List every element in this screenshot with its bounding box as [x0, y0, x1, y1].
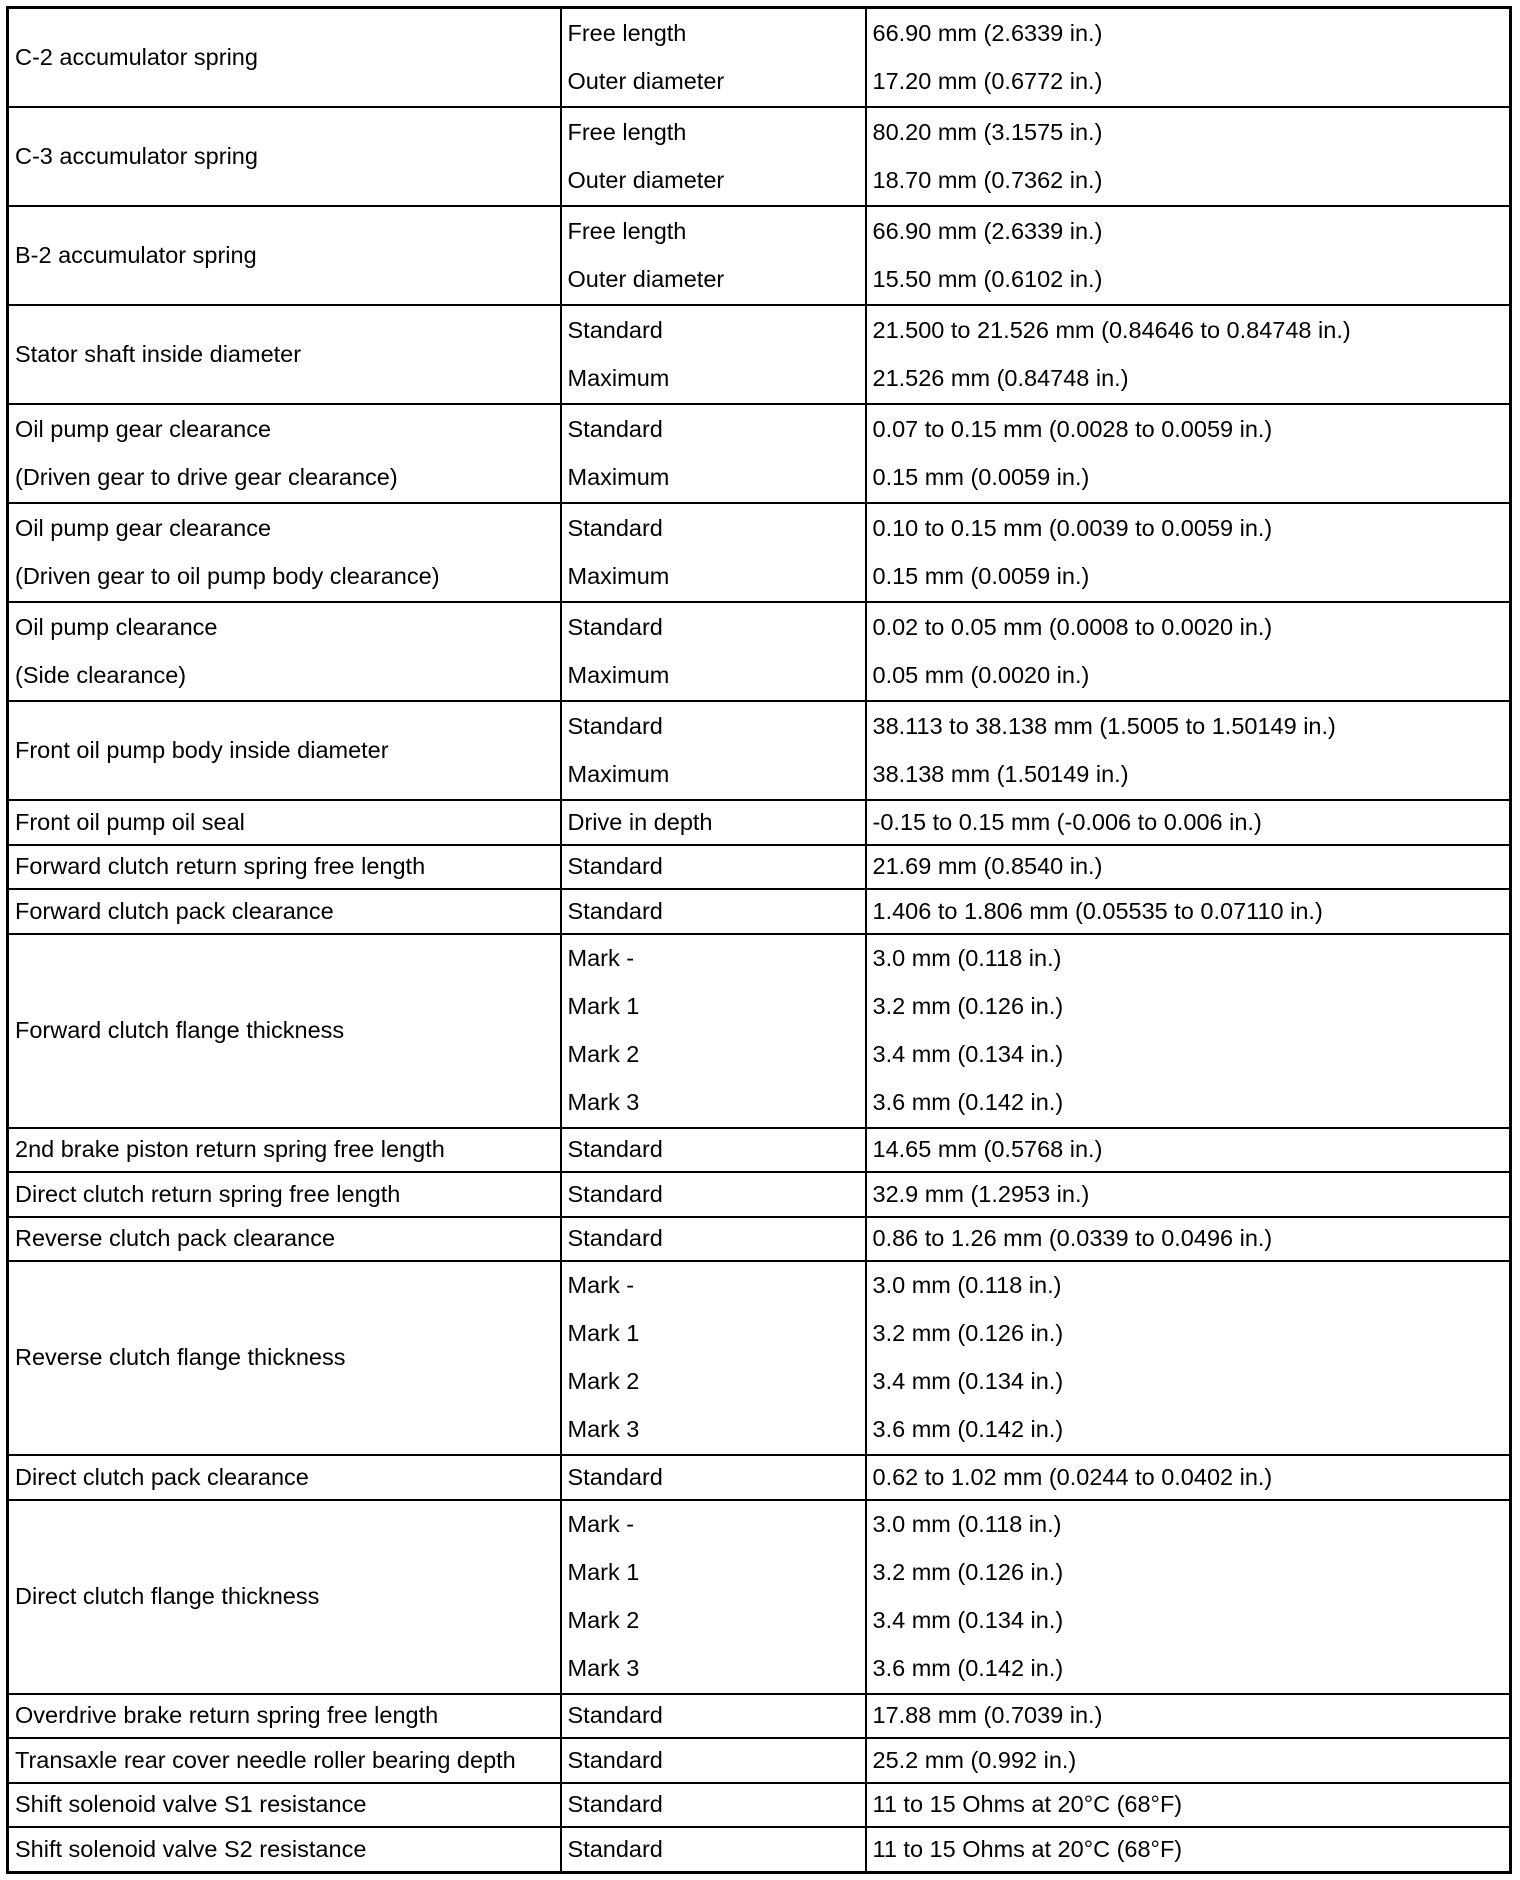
spec-value: 3.0 mm (0.118 in.): [872, 1510, 1062, 1537]
spec-value: 17.88 mm (0.7039 in.): [872, 1702, 1103, 1728]
value-cell: [866, 1128, 1511, 1173]
item-cell: [8, 8, 561, 108]
spec-value: 0.86 to 1.26 mm (0.0339 to 0.0496 in.): [872, 1225, 1273, 1251]
item-cell: [8, 934, 561, 1128]
spec-value: 3.4 mm (0.134 in.): [872, 1368, 1064, 1395]
spec-value: 3.4 mm (0.134 in.): [872, 1606, 1064, 1633]
condition-label: Mark 2: [567, 1368, 640, 1395]
item-cell: [8, 701, 561, 800]
item-text: Shift solenoid valve S1 resistance: [15, 1791, 367, 1817]
item-cell: [8, 503, 561, 602]
table-row: [8, 1455, 1511, 1500]
item-cell: [8, 602, 561, 701]
condition-cell: [561, 1217, 866, 1262]
condition-label: Standard: [567, 415, 663, 442]
spec-value: 32.9 mm (1.2953 in.): [872, 1180, 1090, 1207]
item-text: Direct clutch return spring free length: [15, 1180, 401, 1207]
item-cell: [8, 1172, 561, 1217]
spec-value: 3.6 mm (0.142 in.): [872, 1654, 1064, 1681]
table-row: [8, 800, 1511, 845]
condition-cell: [561, 701, 866, 800]
table-row: [8, 305, 1511, 404]
condition-cell: [561, 1261, 866, 1455]
value-cell: [866, 305, 1511, 404]
spec-value: 80.20 mm (3.1575 in.): [872, 118, 1103, 145]
condition-cell: [561, 602, 866, 701]
spec-value: 0.05 mm (0.0020 in.): [872, 662, 1090, 688]
condition-label: Standard: [567, 1702, 663, 1728]
condition-label: Mark 3: [567, 1416, 640, 1443]
condition-label: Maximum: [567, 662, 670, 688]
item-cell: [8, 1783, 561, 1828]
condition-label: Mark -: [567, 944, 635, 971]
value-cell: [866, 503, 1511, 602]
condition-cell: [561, 1783, 866, 1828]
condition-label: Standard: [567, 613, 663, 640]
spec-table-body: [8, 8, 1511, 1873]
item-text: Forward clutch return spring free length: [15, 853, 426, 879]
spec-value: 0.62 to 1.02 mm (0.0244 to 0.0402 in.): [872, 1463, 1273, 1490]
spec-value: 3.2 mm (0.126 in.): [872, 992, 1064, 1019]
condition-label: Standard: [567, 1225, 663, 1251]
condition-cell: [561, 1827, 866, 1872]
value-cell: [866, 107, 1511, 206]
item-cell: [8, 1827, 561, 1872]
condition-label: Mark 1: [567, 992, 640, 1019]
item-cell: [8, 1694, 561, 1739]
table-row: [8, 107, 1511, 206]
spec-value: 11 to 15 Ohms at 20°C (68°F): [872, 1791, 1183, 1817]
condition-label: Standard: [567, 1746, 663, 1773]
condition-label: Standard: [567, 1835, 663, 1862]
condition-label: Mark 3: [567, 1654, 640, 1681]
table-row: [8, 1128, 1511, 1173]
spec-value: 0.15 mm (0.0059 in.): [872, 464, 1090, 490]
condition-label: Standard: [567, 316, 663, 343]
item-cell: [8, 107, 561, 206]
condition-label: Drive in depth: [567, 808, 713, 835]
condition-label: Standard: [567, 853, 663, 879]
item-cell: [8, 845, 561, 890]
table-row: [8, 934, 1511, 1128]
spec-value: 25.2 mm (0.992 in.): [872, 1746, 1077, 1773]
table-row: [8, 8, 1511, 108]
item-text: Overdrive brake return spring free length: [15, 1702, 439, 1728]
condition-cell: [561, 800, 866, 845]
condition-cell: [561, 934, 866, 1128]
item-cell: [8, 1217, 561, 1262]
spec-value: 3.2 mm (0.126 in.): [872, 1320, 1064, 1347]
item-text: C-3 accumulator spring: [15, 142, 258, 169]
table-row: [8, 889, 1511, 934]
item-text: Front oil pump oil seal: [15, 808, 245, 835]
spec-value: 14.65 mm (0.5768 in.): [872, 1136, 1103, 1162]
item-cell: [8, 889, 561, 934]
table-row: [8, 602, 1511, 701]
spec-value: 66.90 mm (2.6339 in.): [872, 19, 1103, 46]
item-text: Oil pump gear clearance: [15, 514, 272, 541]
spec-value: 3.6 mm (0.142 in.): [872, 1088, 1064, 1115]
item-cell: [8, 800, 561, 845]
condition-cell: [561, 305, 866, 404]
spec-value: 18.70 mm (0.7362 in.): [872, 167, 1103, 193]
spec-value: 21.69 mm (0.8540 in.): [872, 853, 1103, 879]
table-row: [8, 1738, 1511, 1783]
condition-label: Maximum: [567, 563, 670, 589]
condition-label: Mark 2: [567, 1606, 640, 1633]
spec-value: 38.113 to 38.138 mm (1.5005 to 1.50149 in.): [872, 712, 1336, 739]
spec-value: 21.526 mm (0.84748 in.): [872, 365, 1129, 391]
value-cell: [866, 206, 1511, 305]
spec-value: 3.0 mm (0.118 in.): [872, 1272, 1062, 1299]
spec-value: 3.2 mm (0.126 in.): [872, 1558, 1064, 1585]
specification-table: [6, 6, 1512, 1874]
condition-label: Mark -: [567, 1272, 635, 1299]
condition-cell: [561, 1455, 866, 1500]
condition-label: Mark 3: [567, 1088, 640, 1115]
item-cell: [8, 1500, 561, 1694]
condition-label: Standard: [567, 1463, 663, 1490]
spec-value: 38.138 mm (1.50149 in.): [872, 761, 1129, 787]
table-row: [8, 206, 1511, 305]
value-cell: [866, 1827, 1511, 1872]
spec-value: 3.0 mm (0.118 in.): [872, 944, 1062, 971]
condition-cell: [561, 8, 866, 108]
table-row: [8, 845, 1511, 890]
table-row: [8, 1827, 1511, 1872]
value-cell: [866, 800, 1511, 845]
item-text: Reverse clutch pack clearance: [15, 1225, 336, 1251]
value-cell: [866, 1455, 1511, 1500]
item-text: Forward clutch flange thickness: [15, 1016, 345, 1043]
item-text: (Driven gear to oil pump body clearance): [15, 563, 440, 589]
condition-cell: [561, 889, 866, 934]
condition-label: Mark -: [567, 1510, 635, 1537]
item-text: Front oil pump body inside diameter: [15, 736, 389, 763]
table-row: [8, 701, 1511, 800]
item-text: Reverse clutch flange thickness: [15, 1344, 346, 1371]
condition-cell: [561, 1738, 866, 1783]
condition-label: Standard: [567, 1180, 663, 1207]
table-row: [8, 1172, 1511, 1217]
table-row: [8, 1261, 1511, 1455]
value-cell: [866, 1500, 1511, 1694]
item-cell: [8, 404, 561, 503]
spec-value: 17.20 mm (0.6772 in.): [872, 68, 1103, 94]
spec-value: 0.10 to 0.15 mm (0.0039 to 0.0059 in.): [872, 514, 1273, 541]
item-text: Direct clutch pack clearance: [15, 1463, 309, 1490]
item-text: Transaxle rear cover needle roller bearing depth: [15, 1746, 516, 1773]
condition-label: Free length: [567, 19, 687, 46]
value-cell: [866, 1783, 1511, 1828]
table-row: [8, 503, 1511, 602]
table-row: [8, 1694, 1511, 1739]
value-cell: [866, 404, 1511, 503]
condition-label: Standard: [567, 897, 663, 924]
item-text: 2nd brake piston return spring free length: [15, 1136, 445, 1162]
condition-cell: [561, 107, 866, 206]
condition-label: Mark 1: [567, 1320, 640, 1347]
condition-label: Mark 2: [567, 1040, 640, 1067]
value-cell: [866, 1172, 1511, 1217]
value-cell: [866, 1738, 1511, 1783]
spec-value: 1.406 to 1.806 mm (0.05535 to 0.07110 in.): [872, 897, 1323, 924]
spec-value: 0.15 mm (0.0059 in.): [872, 563, 1090, 589]
value-cell: [866, 889, 1511, 934]
item-text: (Driven gear to drive gear clearance): [15, 464, 398, 490]
spec-value: 66.90 mm (2.6339 in.): [872, 217, 1103, 244]
condition-cell: [561, 1500, 866, 1694]
spec-value: 3.4 mm (0.134 in.): [872, 1040, 1064, 1067]
item-text: Shift solenoid valve S2 resistance: [15, 1835, 367, 1862]
item-text: Direct clutch flange thickness: [15, 1582, 320, 1609]
condition-label: Maximum: [567, 365, 670, 391]
condition-label: Standard: [567, 1136, 663, 1162]
condition-cell: [561, 1172, 866, 1217]
value-cell: [866, 701, 1511, 800]
spec-value: 15.50 mm (0.6102 in.): [872, 266, 1103, 292]
condition-label: Outer diameter: [567, 266, 725, 292]
condition-label: Standard: [567, 712, 663, 739]
condition-cell: [561, 845, 866, 890]
condition-cell: [561, 1694, 866, 1739]
condition-label: Maximum: [567, 464, 670, 490]
value-cell: [866, 602, 1511, 701]
item-cell: [8, 206, 561, 305]
condition-label: Standard: [567, 514, 663, 541]
item-text: Forward clutch pack clearance: [15, 897, 334, 924]
condition-label: Outer diameter: [567, 68, 725, 94]
table-row: [8, 404, 1511, 503]
item-cell: [8, 1261, 561, 1455]
condition-label: Mark 1: [567, 1558, 640, 1585]
item-text: (Side clearance): [15, 662, 187, 688]
condition-cell: [561, 206, 866, 305]
spec-value: -0.15 to 0.15 mm (-0.006 to 0.006 in.): [872, 808, 1262, 835]
condition-label: Standard: [567, 1791, 663, 1817]
spec-value: 0.02 to 0.05 mm (0.0008 to 0.0020 in.): [872, 613, 1273, 640]
item-text: C-2 accumulator spring: [15, 43, 258, 70]
condition-label: Outer diameter: [567, 167, 725, 193]
item-text: Oil pump clearance: [15, 613, 218, 640]
value-cell: [866, 845, 1511, 890]
value-cell: [866, 1217, 1511, 1262]
spec-value: 21.500 to 21.526 mm (0.84646 to 0.84748 in.): [872, 316, 1351, 343]
item-text: Stator shaft inside diameter: [15, 340, 302, 367]
condition-label: Free length: [567, 118, 687, 145]
item-text: Oil pump gear clearance: [15, 415, 272, 442]
item-cell: [8, 1738, 561, 1783]
condition-label: Free length: [567, 217, 687, 244]
item-cell: [8, 1455, 561, 1500]
table-row: [8, 1500, 1511, 1694]
spec-value: 3.6 mm (0.142 in.): [872, 1416, 1064, 1443]
spec-value: 0.07 to 0.15 mm (0.0028 to 0.0059 in.): [872, 415, 1273, 442]
value-cell: [866, 1694, 1511, 1739]
item-cell: [8, 1128, 561, 1173]
item-cell: [8, 305, 561, 404]
condition-cell: [561, 503, 866, 602]
table-row: [8, 1217, 1511, 1262]
value-cell: [866, 1261, 1511, 1455]
item-text: B-2 accumulator spring: [15, 241, 257, 268]
table-row: [8, 1783, 1511, 1828]
condition-cell: [561, 404, 866, 503]
value-cell: [866, 8, 1511, 108]
condition-label: Maximum: [567, 761, 670, 787]
value-cell: [866, 934, 1511, 1128]
condition-cell: [561, 1128, 866, 1173]
spec-value: 11 to 15 Ohms at 20°C (68°F): [872, 1835, 1183, 1862]
